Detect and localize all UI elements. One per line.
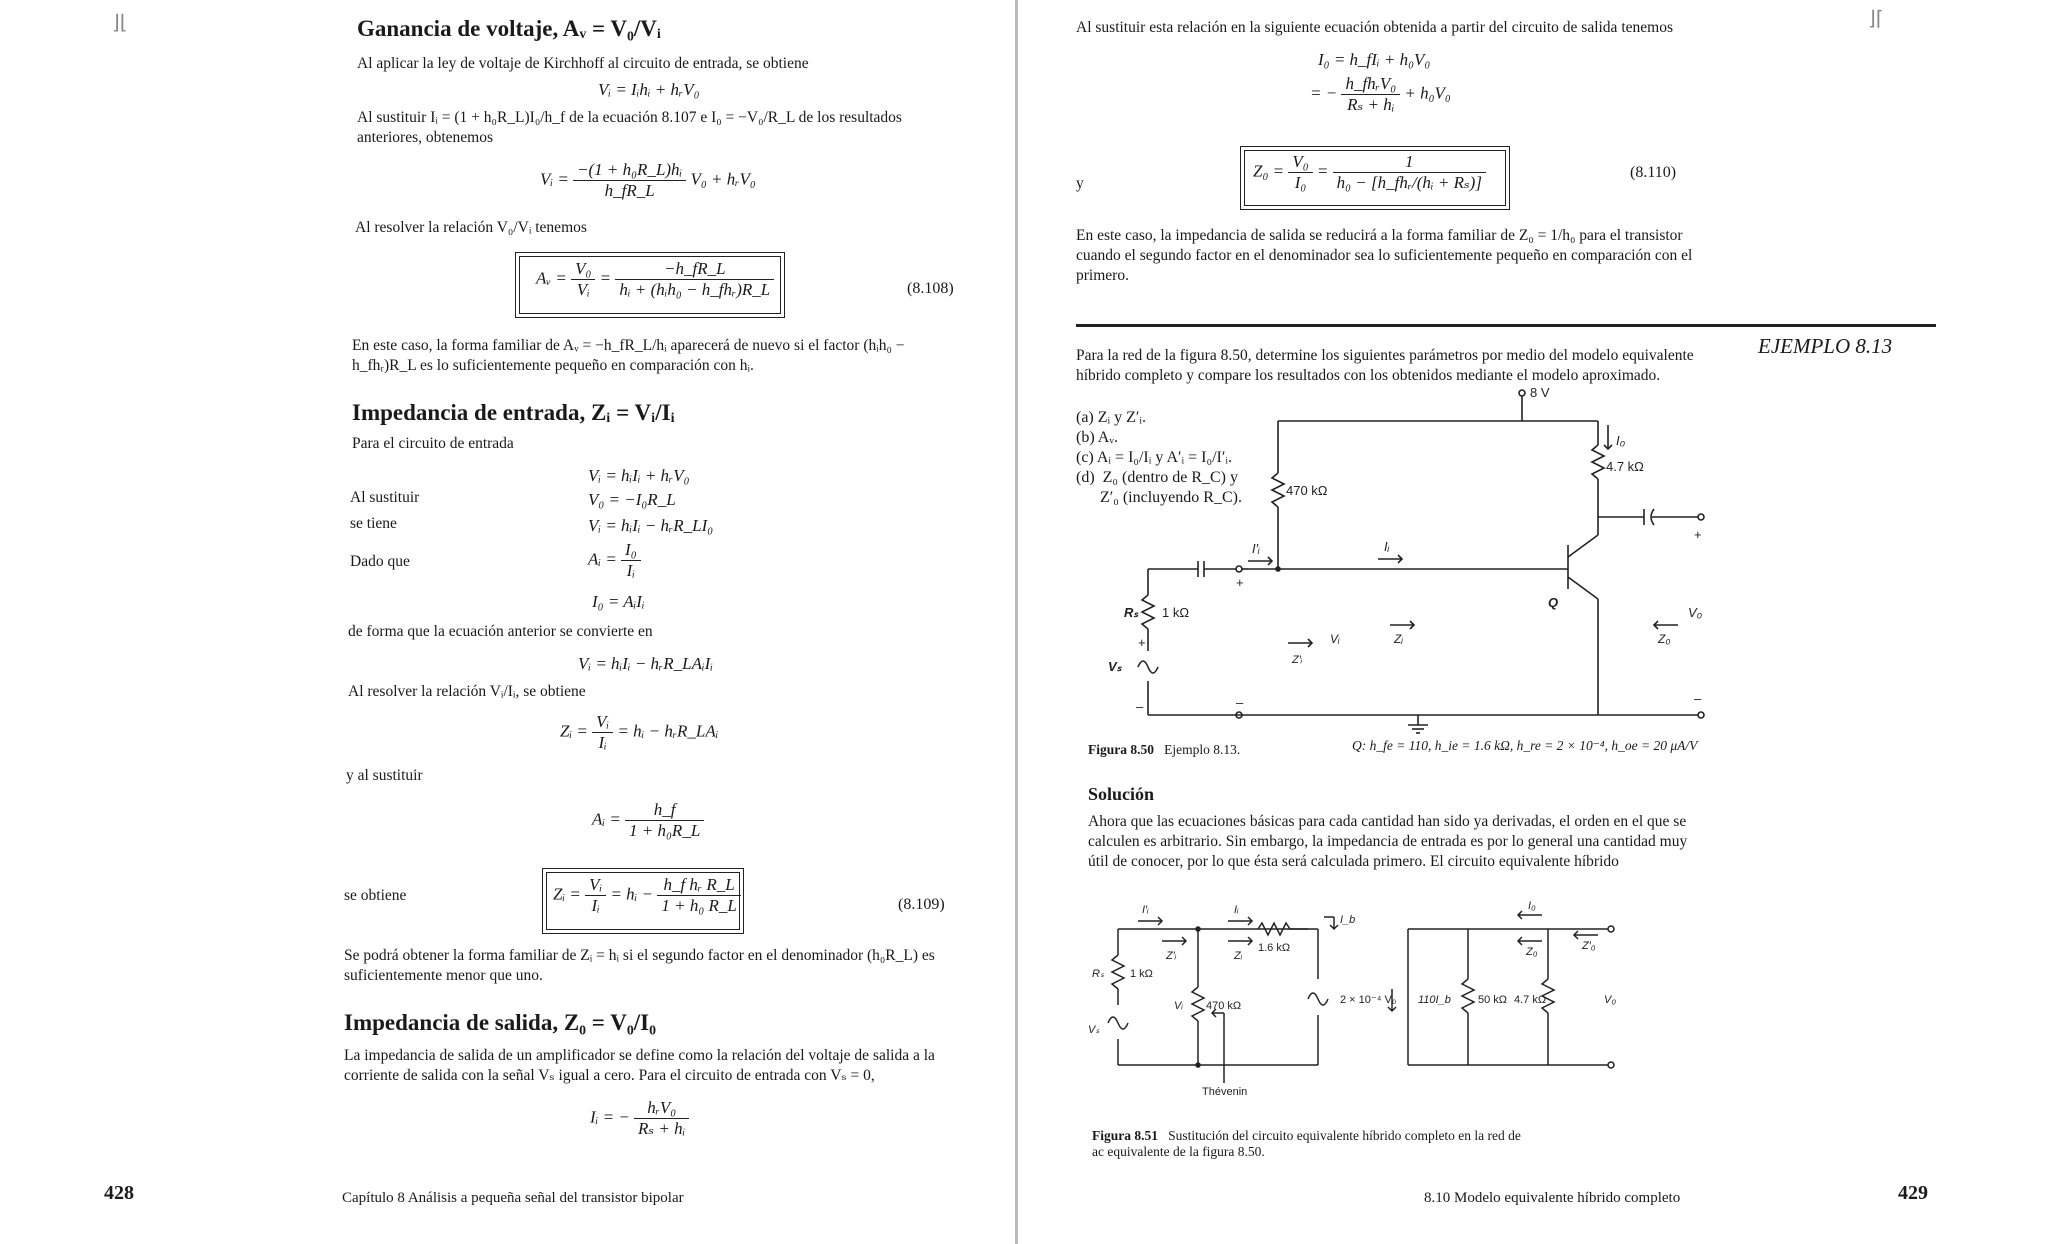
equation-ai-sub — [592, 800, 704, 841]
equation-zi — [560, 712, 718, 753]
fraction — [615, 259, 774, 300]
zo-label: Z₀ — [1658, 632, 1671, 646]
eq-lhs: Z₀ = — [1253, 161, 1285, 181]
equation: V₀ = −I₀R_L — [588, 490, 676, 509]
item-a: (a) Zᵢ y Z′ᵢ. — [1076, 409, 1147, 426]
numerator: h_f — [625, 800, 704, 821]
paragraph: Al resolver la relación V₀/Vᵢ tenemos — [355, 219, 587, 236]
numerator: 1 — [1333, 152, 1486, 173]
rs-value: 1 kΩ — [1162, 605, 1190, 620]
paragraph: Al sustituir esta relación en la siguiente ecuación obtenida a partir del circuito de salida tenemos — [1076, 19, 1673, 36]
label: y al sustituir — [346, 767, 423, 784]
item-d2: Z′₀ (incluyendo R_C). — [1076, 489, 1242, 506]
fraction — [585, 875, 606, 916]
denominator: h_fR_L — [604, 181, 655, 200]
paragraph: Al sustituir Iᵢ = (1 + h₀R_L)I₀/h_f de la ecuación 8.107 e I₀ = −V₀/R_L de los resultados anteriores, obtenemos — [357, 109, 902, 146]
paragraph: En este caso, la impedancia de salida se reducirá a la forma familiar de Z₀ = 1/h₀ para el transistor cuando el segundo factor en el denominador sea lo suficientemente pequeño en comparación con el primero. — [1076, 227, 1693, 284]
minus-sign: – — [1694, 691, 1702, 706]
caption-text: Ejemplo 8.13. — [1164, 742, 1241, 757]
page-number: 429 — [1898, 1182, 1928, 1204]
iip-label: I′ᵢ — [1142, 904, 1149, 916]
equation-number: (8.108) — [907, 280, 954, 297]
current-source-label: 110I_b — [1418, 994, 1451, 1006]
vi-label: Vᵢ — [1330, 632, 1340, 646]
zo-label: Z₀ — [1526, 946, 1538, 958]
zi-label: Zᵢ — [1394, 632, 1403, 646]
fraction — [1341, 74, 1400, 115]
vo-label: V₀ — [1688, 605, 1703, 620]
equation-number: (8.109) — [898, 896, 945, 913]
denominator: Rₛ + hᵢ — [638, 1119, 686, 1138]
paragraph: En este caso, la forma familiar de Aᵥ = −h_fR_L/hᵢ aparecerá de nuevo si el factor (hᵢh₀ − h_fhᵣ)R_L es lo suficientemente pequeño en comparación con hᵢ. — [352, 337, 905, 374]
right-page — [1018, 0, 2048, 1244]
minus-sign: – — [1236, 695, 1244, 710]
example-rule — [1076, 324, 1936, 327]
denominator: Iᵢ — [626, 561, 636, 580]
fraction — [1288, 152, 1312, 193]
eq-lhs: Zᵢ = — [560, 721, 588, 741]
boxed-equation-zi — [542, 868, 744, 934]
paragraph: de forma que la ecuación anterior se convierte en — [348, 623, 653, 640]
equation: Vᵢ = hᵢIᵢ − hᵣR_LI₀ — [588, 516, 714, 535]
equation: I₀ = AᵢIᵢ — [592, 592, 645, 611]
equation: Vᵢ = hᵢIᵢ + hᵣV₀ — [588, 466, 690, 485]
fraction — [621, 540, 641, 581]
paragraph: Al aplicar la ley de voltaje de Kirchhoff al circuito de entrada, se obtiene — [357, 55, 809, 72]
boxed-equation-av — [515, 252, 785, 318]
eq-lhs: Zᵢ = — [553, 884, 581, 904]
section-title-input-impedance: Impedancia de entrada, Zᵢ = Vᵢ/Iᵢ — [352, 400, 675, 425]
eq-lhs: Iᵢ = − — [590, 1107, 630, 1127]
caption-label: Figura 8.51 — [1092, 1128, 1158, 1143]
crop-mark: ⌋⌈ — [1868, 6, 1884, 30]
figure-8-51-caption — [1092, 1128, 1522, 1160]
denominator: Iᵢ — [598, 733, 607, 752]
eq-mid: = hᵢ − — [610, 884, 654, 904]
eq-lhs: Aᵢ = — [588, 549, 617, 569]
fraction — [634, 1098, 689, 1139]
vo-label: V₀ — [1604, 994, 1616, 1006]
equation-io — [1310, 74, 1451, 115]
label: Al sustituir — [350, 489, 420, 506]
numerator: −h_fR_L — [615, 259, 774, 280]
r47-label: 4.7 kΩ — [1606, 459, 1644, 474]
plus-sign: + — [1236, 575, 1244, 590]
numerator: Vᵢ — [592, 712, 613, 733]
denominator: 1 + h₀ R_L — [661, 896, 737, 915]
item-c: (c) Aᵢ = I₀/Iᵢ y A′ᵢ = I₀/I′ᵢ. — [1076, 449, 1232, 466]
running-footer: 8.10 Modelo equivalente híbrido completo — [1424, 1190, 1681, 1206]
rs-label: Rₛ — [1092, 968, 1105, 980]
equation: Vᵢ = Iᵢhᵢ + hᵣV₀ — [598, 80, 700, 99]
numerator: Vᵢ — [585, 875, 606, 896]
fraction — [571, 259, 595, 300]
left-page — [0, 0, 1015, 1244]
equation-ai — [588, 540, 641, 581]
label: se obtiene — [344, 887, 407, 904]
ib-label: I_b — [1340, 914, 1356, 926]
numerator: h_fhᵣV₀ — [1341, 74, 1400, 95]
ii-label: Iᵢ — [1384, 539, 1390, 554]
equation-ii — [590, 1098, 689, 1139]
zop-label: Z′₀ — [1582, 940, 1596, 952]
vs-label: Vₛ — [1108, 659, 1122, 674]
equation-zo: Z₀ = $\frac{\text{V₀}}{\text{I₀}}$ = $\frac{1}{\text{h₀ − [h\_fhᵣ/(hᵢ + Rₛ)]}}$ — [1253, 152, 1486, 193]
caption-label: Figura 8.50 — [1088, 742, 1154, 757]
denominator: hᵢ + (hᵢh₀ − h_fhᵣ)R_L — [619, 280, 771, 299]
plus-sign: + — [1694, 527, 1702, 542]
paragraph: Al resolver la relación Vᵢ/Iᵢ, se obtiene — [348, 683, 586, 700]
eq-rhs: V₀ + hᵣV₀ — [690, 169, 756, 189]
equation-zi-final — [553, 875, 741, 916]
zip-label: Z′ᵢ — [1292, 654, 1303, 666]
equation-vi — [540, 160, 756, 201]
fraction — [625, 800, 704, 841]
fraction — [573, 160, 686, 201]
denominator: Vᵢ — [576, 280, 590, 299]
r50k-label: 50 kΩ — [1478, 994, 1508, 1006]
q-label: Q — [1548, 595, 1559, 610]
paragraph: Para el circuito de entrada — [352, 435, 514, 452]
io-label: I₀ — [1616, 433, 1626, 448]
figure-8-51-circuit — [1078, 895, 1638, 1098]
figure-8-50-params: Q: h_fe = 110, h_ie = 1.6 kΩ, h_re = 2 × 10⁻⁴, h_oe = 20 μA/V — [1352, 738, 1698, 753]
label: se tiene — [350, 515, 397, 532]
example-label: EJEMPLO 8.13 — [1758, 334, 1893, 358]
vcc-label: 8 V — [1530, 385, 1550, 400]
item-b: (b) Aᵥ. — [1076, 429, 1119, 446]
crop-mark: ⌋⌊ — [112, 10, 128, 34]
paragraph: La impedancia de salida de un amplificador se define como la relación del voltaje de salida a la corriente de salida con la señal Vₛ igual a cero. Para el circuito de entrada con Vₛ = 0, — [344, 1047, 935, 1084]
running-footer: Capítulo 8 Análisis a pequeña señal del transistor bipolar — [342, 1190, 684, 1206]
item-d: (d) Z₀ (dentro de R_C) y — [1076, 469, 1238, 486]
caption-text: Sustitución del circuito equivalente híbrido completo en la red de ac equivalente de la figura 8.50. — [1092, 1128, 1521, 1159]
r1k-label: 1 kΩ — [1130, 968, 1153, 980]
eq-lhs: Aᵢ = — [592, 809, 621, 829]
vi-label: Vᵢ — [1174, 1000, 1183, 1012]
equation: I₀ = h_fIᵢ + h₀V₀ — [1318, 50, 1431, 69]
denominator: h₀ − [h_fhᵣ/(hᵢ + Rₛ)] — [1336, 173, 1482, 192]
fraction — [592, 712, 613, 753]
r470k-label: 470 kΩ — [1206, 1000, 1242, 1012]
numerator: hᵣV₀ — [634, 1098, 689, 1119]
r470-label: 470 kΩ — [1286, 483, 1328, 498]
solution-title: Solución — [1088, 784, 1155, 804]
numerator: V₀ — [1288, 152, 1312, 173]
numerator: I₀ — [621, 540, 641, 561]
source-label: 2 × 10⁻⁴ V₀ — [1340, 994, 1397, 1006]
r16k-label: 1.6 kΩ — [1258, 942, 1291, 954]
plus-sign: + — [1138, 635, 1146, 650]
example-statement: Para la red de la figura 8.50, determine los siguientes parámetros por medio del modelo equivalente híbrido completo y compare los resultados con los obtenidos mediante el modelo aproximado. — [1076, 347, 1694, 384]
numerator: h_f hᵣ R_L — [657, 875, 740, 896]
equation-number: (8.110) — [1630, 164, 1677, 181]
boxed-equation-zo — [1240, 146, 1510, 210]
r47k-label: 4.7 kΩ — [1514, 994, 1547, 1006]
numerator: V₀ — [571, 259, 595, 280]
zi-label: Zᵢ — [1234, 950, 1243, 962]
eq-lhs: Aᵥ = — [536, 268, 567, 288]
ii-label: Iᵢ — [1234, 904, 1239, 916]
solution-paragraph: Ahora que las ecuaciones básicas para cada cantidad han sido ya derivadas, el orden en el que se calculen es arbitrario. Sin embargo, la impedancia de entrada es por lo general una cantidad muy útil de conocer, por lo que ésta será calculada primero. El circuito equivalente híbrido — [1088, 813, 1688, 870]
minus-sign: – — [1136, 699, 1144, 714]
zip-label: Z′ᵢ — [1166, 950, 1177, 962]
eq-lhs: = − — [1310, 83, 1338, 103]
label: y — [1076, 175, 1084, 192]
numerator: −(1 + h₀R_L)hᵢ — [573, 160, 686, 181]
label: Dado que — [350, 553, 410, 570]
section-title-voltage-gain: Ganancia de voltaje, Aᵥ = V₀/Vᵢ — [357, 16, 661, 41]
fraction — [1333, 152, 1486, 193]
fraction — [657, 875, 740, 916]
vs-label: Vₛ — [1088, 1024, 1100, 1036]
denominator: 1 + h₀R_L — [629, 821, 701, 840]
eq-lhs: Vᵢ = — [540, 169, 569, 189]
denominator: I₀ — [1294, 173, 1307, 192]
eq-rhs: + h₀V₀ — [1404, 83, 1451, 103]
figure-8-50-caption — [1088, 742, 1240, 758]
rs-label: Rₛ — [1124, 605, 1139, 620]
eq-rhs: = hᵢ − hᵣR_LAᵢ — [617, 721, 719, 741]
equation-av: Aᵥ = $\frac{\text{V₀}}{\text{Vᵢ}}$ = $\frac{-h\_fR\_L}{\text{hᵢ + (hᵢh₀ − h\_fhᵣ)R\_L}}$ — [536, 259, 774, 300]
io-label: I₀ — [1528, 900, 1536, 912]
denominator: Iᵢ — [591, 896, 600, 915]
equation: Vᵢ = hᵢIᵢ − hᵣR_LAᵢIᵢ — [578, 654, 714, 673]
paragraph: Se podrá obtener la forma familiar de Zᵢ = hᵢ si el segundo factor en el denominador (h₀R_L) es suficientemente menor que uno. — [344, 947, 935, 984]
denominator: Rₛ + hᵢ — [1347, 95, 1395, 114]
iip-label: I′ᵢ — [1252, 541, 1260, 556]
section-title-output-impedance: Impedancia de salida, Z₀ = V₀/I₀ — [344, 1010, 656, 1035]
page-number: 428 — [104, 1182, 134, 1204]
thevenin-label: Thévenin — [1202, 1086, 1248, 1098]
